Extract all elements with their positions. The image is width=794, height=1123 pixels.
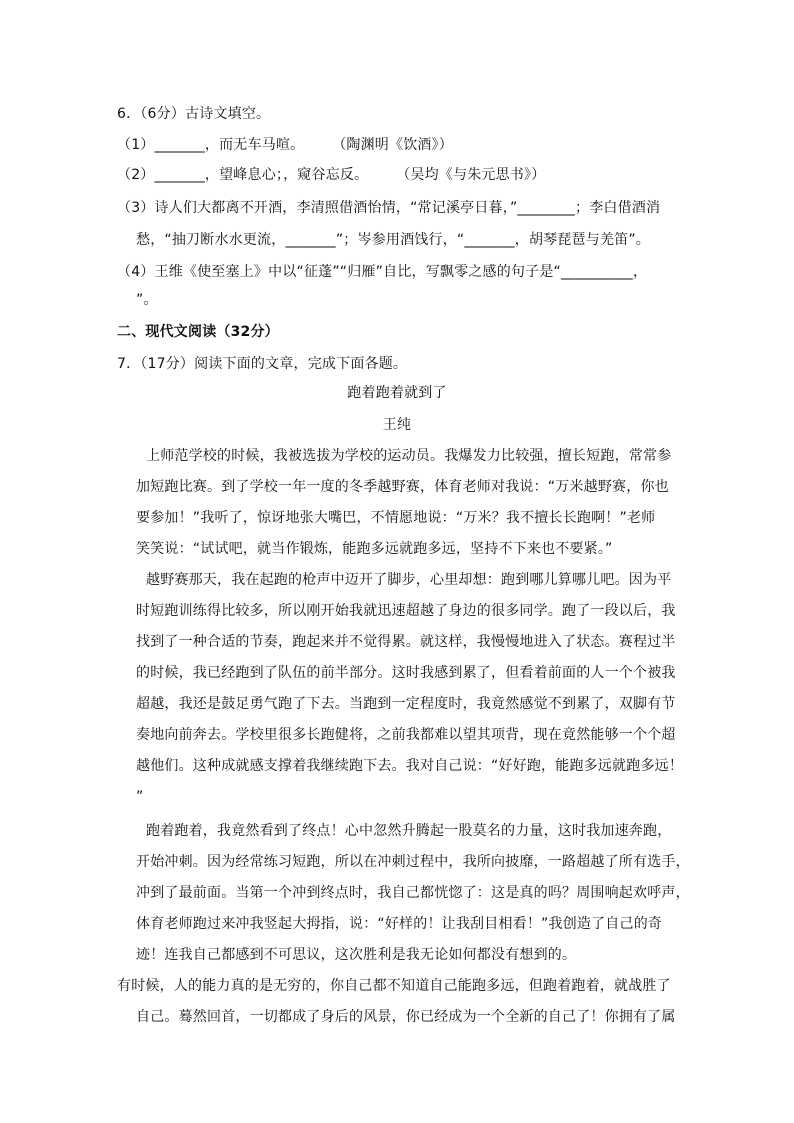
paragraph-line: 开始冲刺。因为经常练习短跑，所以在冲刺过程中，我所向披靡，一路超越了所有选手， [136, 854, 690, 870]
article-title: 跑着跑着就到了 [347, 385, 447, 401]
question-6-item-1: （1）_______，而无车马喧。 （陶渊明《饮酒》） [117, 137, 454, 153]
question-6-item-4-line-1: （4）王维《使至塞上》中以“征蓬”“归雁”自比，写飘零之感的句子是“__________， [117, 264, 648, 280]
paragraph-line: 体育老师跑过来冲我竖起大拇指，说：“好样的！让我刮目相看！”我创造了自己的奇 [136, 916, 663, 932]
question-6-header: 6．（6分）古诗文填空。 [117, 106, 271, 122]
section-2-title: 二、现代文阅读（32分） [117, 324, 279, 340]
paragraph-line: 有时候，人的能力真的是无穷的，你自己都不知道自己能跑多远，但跑着跑着，就战胜了 [117, 978, 671, 994]
question-6-item-3-line-2: 愁，“抽刀断水水更流，_______”；岑参用酒饯行，“_______，胡琴琵琶与羌笛”。 [136, 232, 651, 248]
paragraph-line: ” [136, 789, 144, 805]
paragraph-line: 迹！连我自己都感到不可思议，这次胜利是我无论如何都没有想到的。 [136, 947, 577, 963]
paragraph-line: 加短跑比赛。到了学校一年一度的冬季越野赛，体育老师对我说：“万米越野赛，你也 [136, 479, 669, 495]
question-6-item-4-line-2: ”。 [136, 292, 158, 308]
paragraph-line: 要参加！”我听了，惊讶地张大嘴巴，不情愿地说：“万米？我不擅长长跑啊！”老师 [136, 510, 656, 526]
paragraph-line: 越野赛那天，我在起跑的枪声中迈开了脚步，心里却想：跑到哪儿算哪儿吧。因为平 [146, 572, 672, 588]
article-author: 王纯 [382, 417, 412, 433]
paragraph-line: 笑笑说：“试试吧，就当作锻炼，能跑多远就跑多远，坚持不下来也不要紧。” [136, 541, 613, 557]
paragraph-line: 跑着跑着，我竟然看到了终点！心中忽然升腾起一股莫名的力量，这时我加速奔跑， [146, 823, 672, 839]
paragraph-line: 自己。蓦然回首，一切都成了身后的风景，你已经成为一个全新的自己了！你拥有了属 [136, 1009, 676, 1025]
paragraph-line: 超越，我还是鼓足勇气跑了下去。当跑到一定程度时，我竟然感觉不到累了，双脚有节 [136, 696, 676, 712]
paragraph-line: 找到了一种合适的节奏，跑起来并不觉得累。就这样，我慢慢地进入了状态。赛程过半 [136, 634, 676, 650]
paragraph-line: 冲到了最前面。当第一个冲到终点时，我自己都恍惚了：这是真的吗？周围响起欢呼声， [136, 885, 690, 901]
question-7-header: 7．（17分）阅读下面的文章，完成下面各题。 [117, 356, 408, 372]
question-6-item-2: （2）_______，望峰息心；，窥谷忘反。 （吴均《与朱元思书》） [117, 167, 546, 183]
paragraph-line: 上师范学校的时候，我被选拔为学校的运动员。我爆发力比较强，擅长短跑，常常参 [146, 448, 672, 464]
question-6-item-3-line-1: （3）诗人们大都离不开酒，李清照借酒怡情，“常记溪亭日暮，”________；李白借酒消 [117, 200, 661, 216]
paragraph-line: 奏地向前奔去。学校里很多长跑健将，之前我都难以望其项背，现在竟然能够一个个超 [136, 727, 676, 743]
paragraph-line: 的时候，我已经跑到了队伍的前半部分。这时我感到累了，但看着前面的人一个个被我 [136, 665, 676, 681]
paragraph-line: 越他们。这种成就感支撑着我继续跑下去。我对自己说：“好好跑，能跑多远就跑多远！ [136, 758, 684, 774]
paragraph-line: 时短跑训练得比较多，所以刚开始我就迅速超越了身边的很多同学。跑了一段以后，我 [136, 603, 676, 619]
